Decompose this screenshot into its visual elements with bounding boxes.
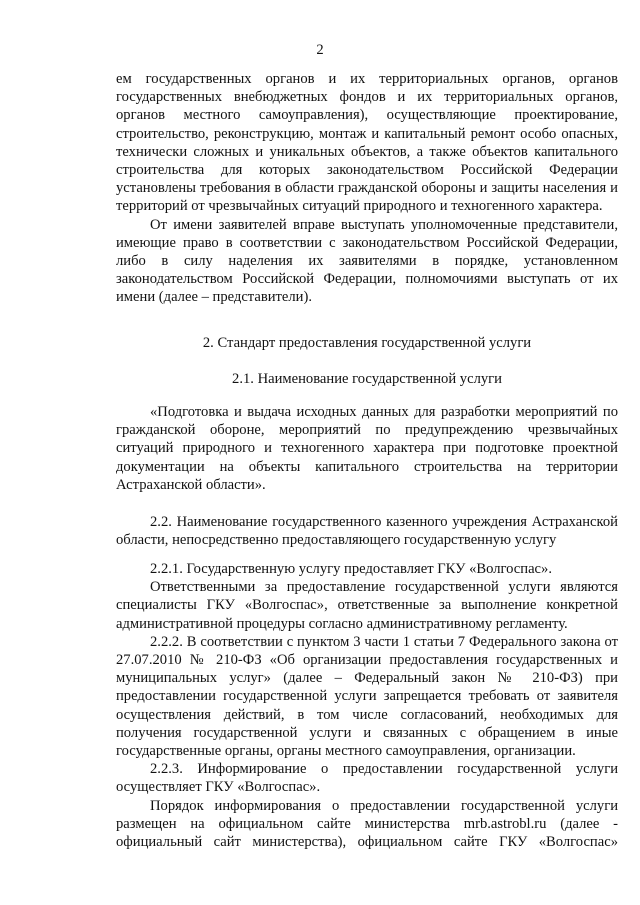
paragraph-service-name: «Подготовка и выдача исходных данных для разработки мероприятий по гражданской обороне, мероприятий по предупреждению чрезвычайных ситуаций природного и техногенного характера при подготовке проектной документации на объекты капитального строительства на территории Астраханской области».	[116, 404, 618, 493]
paragraph-informing-order: Порядок информирования о предоставлении государственной услуги размещен на официальном сайте министерства mrb.astrobl.ru (далее - официальный сайт министерства), официальном сайте ГКУ «Волгоспас»	[116, 797, 618, 851]
paragraph-2-2-2: 2.2.2. В соответствии с пунктом 3 части 1 статьи 7 Федерального закона от 27.07.2010 № 210-ФЗ «Об организации предоставления государственных и муниципальных услуг» (далее – Федеральный закон № 210-ФЗ) при предоставлении государственной услуги запрещается требовать от заявителя осуществления действий, в том числе согласований, необходимых для получения государственной услуги и связанных с обращением в иные государственные органы, органы местного самоуправления, организации.	[116, 633, 618, 760]
subsection-heading-institution: 2.2. Наименование государственного казенного учреждения Астраханской области, непосредственно предоставляющего государственную услугу	[116, 514, 618, 549]
paragraph-applicants-list: ем государственных органов и их территориальных органов, органов государственных внебюджетных фондов и их территориальных органов, органов местного самоуправления), осуществляющие проектирование, строительство, реконструкцию, монтаж и капитальный ремонт особо опасных, технически сложных и уникальных объектов, а также объектов капитального строительства для которых законодательством Российской Федерации установлены требования в области гражданской обороны и защиты населения и территорий от чрезвычайных ситуаций природного и техногенного характера.	[116, 71, 618, 215]
institution-text-block	[116, 560, 618, 851]
section-heading-standard: 2. Стандарт предоставления государственной услуги	[202, 335, 532, 351]
paragraph-2-2-3: 2.2.3. Информирование о предоставлении государственной услуги осуществляет ГКУ «Волгоспас».	[116, 761, 618, 796]
paragraph-2-2-1: 2.2.1. Государственную услугу предоставляет ГКУ «Волгоспас».	[150, 561, 552, 577]
service-name-block	[116, 403, 618, 494]
paragraph-responsible: Ответственными за предоставление государственной услуги являются специалисты ГКУ «Волгоспас», ответственные за выполнение конкретной административной процедуры согласно административному регламенту.	[116, 579, 618, 632]
paragraph-representatives: От имени заявителей вправе выступать уполномоченные представители, имеющие право в соответствии с законодательством Российской Федерации, либо в силу наделения их заявителями в порядке, установленном законодательством Российской Федерации, полномочиями выступать от их имени (далее – представители).	[116, 216, 618, 306]
page-number: 2	[316, 42, 324, 58]
intro-text-block	[116, 70, 618, 307]
institution-heading-block	[116, 513, 618, 549]
subsection-heading-service-name: 2.1. Наименование государственной услуги	[232, 371, 502, 387]
